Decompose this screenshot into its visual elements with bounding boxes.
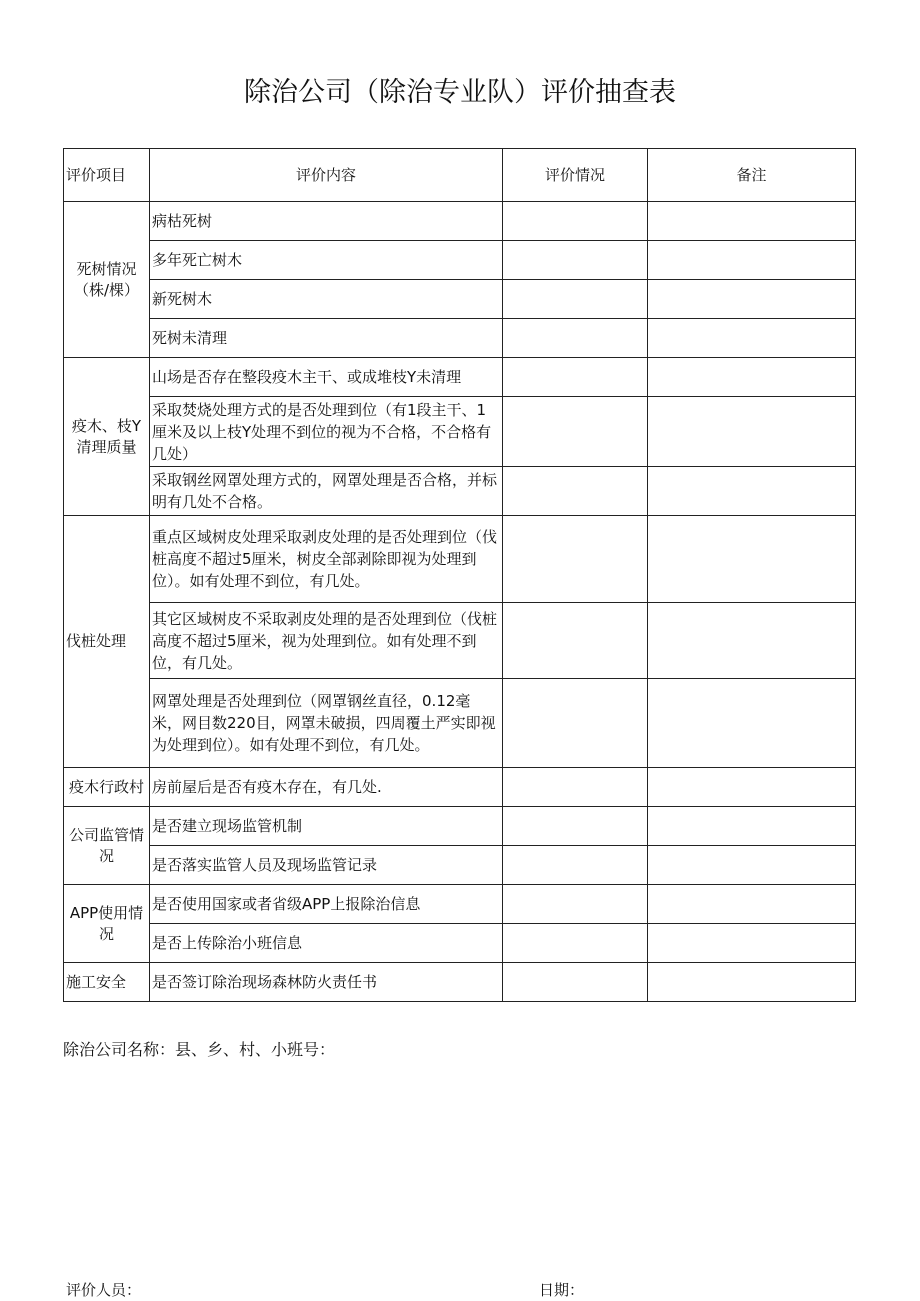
table-row xyxy=(64,885,856,924)
status-cell[interactable] xyxy=(503,467,648,516)
content-cell: 病枯死树 xyxy=(150,202,503,241)
content-cell: 重点区域树皮处理采取剥皮处理的是否处理到位（伐桩高度不超过5厘米，树皮全部剥除即视为处理到位）。如有处理不到位，有几处。 xyxy=(150,516,503,603)
status-cell[interactable] xyxy=(503,768,648,807)
status-cell[interactable] xyxy=(503,603,648,679)
table-row xyxy=(64,241,856,280)
table-row xyxy=(64,516,856,603)
evaluation-table xyxy=(63,148,856,1002)
status-cell[interactable] xyxy=(503,397,648,467)
item-dead-trees: 死树情况（株/棵） xyxy=(64,202,150,358)
page-title: 除治公司（除治专业队）评价抽查表 xyxy=(244,77,676,108)
remarks-cell[interactable] xyxy=(648,516,856,603)
item-construction-safety: 施工安全 xyxy=(64,963,150,1002)
table-row xyxy=(64,202,856,241)
content-cell: 其它区域树皮不采取剥皮处理的是否处理到位（伐桩高度不超过5厘米，视为处理到位。如有处理不到位，有几处。 xyxy=(150,603,503,679)
status-cell[interactable] xyxy=(503,885,648,924)
remarks-cell[interactable] xyxy=(648,319,856,358)
table-row xyxy=(64,846,856,885)
remarks-cell[interactable] xyxy=(648,807,856,846)
content-cell: 网罩处理是否处理到位（网罩钢丝直径，0.12毫米，网目数220目，网罩未破损，四周覆土严实即视为处理到位）。如有处理不到位，有几处。 xyxy=(150,679,503,768)
table-row xyxy=(64,319,856,358)
status-cell[interactable] xyxy=(503,202,648,241)
content-cell: 采取焚烧处理方式的是否处理到位（有1段主干、1厘米及以上枝Y处理不到位的视为不合格，不合格有几处） xyxy=(150,397,503,467)
content-cell: 多年死亡树木 xyxy=(150,241,503,280)
remarks-cell[interactable] xyxy=(648,202,856,241)
table-header-row xyxy=(64,149,856,202)
status-cell[interactable] xyxy=(503,963,648,1002)
item-cleanup-quality: 疫木、枝Y清理质量 xyxy=(64,358,150,516)
content-cell: 是否上传除治小班信息 xyxy=(150,924,503,963)
item-app-usage: APP使用情况 xyxy=(64,885,150,963)
remarks-cell[interactable] xyxy=(648,603,856,679)
header-content: 评价内容 xyxy=(150,149,503,202)
remarks-cell[interactable] xyxy=(648,924,856,963)
item-stump-treatment: 伐桩处理 xyxy=(64,516,150,768)
remarks-cell[interactable] xyxy=(648,885,856,924)
content-cell: 是否签订除治现场森林防火责任书 xyxy=(150,963,503,1002)
status-cell[interactable] xyxy=(503,807,648,846)
table-row xyxy=(64,280,856,319)
status-cell[interactable] xyxy=(503,358,648,397)
item-supervision: 公司监管情况 xyxy=(64,807,150,885)
table-row xyxy=(64,807,856,846)
remarks-cell[interactable] xyxy=(648,963,856,1002)
content-cell: 新死树木 xyxy=(150,280,503,319)
company-name-line: 除治公司名称：县、乡、村、小班号： xyxy=(63,1040,336,1059)
status-cell[interactable] xyxy=(503,516,648,603)
remarks-cell[interactable] xyxy=(648,768,856,807)
status-cell[interactable] xyxy=(503,241,648,280)
table-row xyxy=(64,963,856,1002)
content-cell: 是否建立现场监管机制 xyxy=(150,807,503,846)
content-cell: 采取钢丝网罩处理方式的，网罩处理是否合格，并标明有几处不合格。 xyxy=(150,467,503,516)
status-cell[interactable] xyxy=(503,679,648,768)
item-village: 疫木行政村 xyxy=(64,768,150,807)
evaluator-line: 评价人员： xyxy=(66,1281,142,1299)
remarks-cell[interactable] xyxy=(648,397,856,467)
table-row xyxy=(64,358,856,397)
content-cell: 是否使用国家或者省级APP上报除治信息 xyxy=(150,885,503,924)
table-row xyxy=(64,924,856,963)
remarks-cell[interactable] xyxy=(648,467,856,516)
status-cell[interactable] xyxy=(503,319,648,358)
content-cell: 山场是否存在整段疫木主干、或成堆枝Y未清理 xyxy=(150,358,503,397)
table-row xyxy=(64,603,856,679)
status-cell[interactable] xyxy=(503,924,648,963)
table-row xyxy=(64,467,856,516)
table-row xyxy=(64,768,856,807)
content-cell: 死树未清理 xyxy=(150,319,503,358)
status-cell[interactable] xyxy=(503,846,648,885)
table-row xyxy=(64,679,856,768)
header-status: 评价情况 xyxy=(503,149,648,202)
remarks-cell[interactable] xyxy=(648,241,856,280)
header-remarks: 备注 xyxy=(648,149,856,202)
remarks-cell[interactable] xyxy=(648,280,856,319)
remarks-cell[interactable] xyxy=(648,679,856,768)
remarks-cell[interactable] xyxy=(648,358,856,397)
content-cell: 房前屋后是否有疫木存在，有几处. xyxy=(150,768,503,807)
header-item: 评价项目 xyxy=(64,149,150,202)
date-line: 日期： xyxy=(539,1281,585,1299)
table-row xyxy=(64,397,856,467)
status-cell[interactable] xyxy=(503,280,648,319)
content-cell: 是否落实监管人员及现场监管记录 xyxy=(150,846,503,885)
remarks-cell[interactable] xyxy=(648,846,856,885)
